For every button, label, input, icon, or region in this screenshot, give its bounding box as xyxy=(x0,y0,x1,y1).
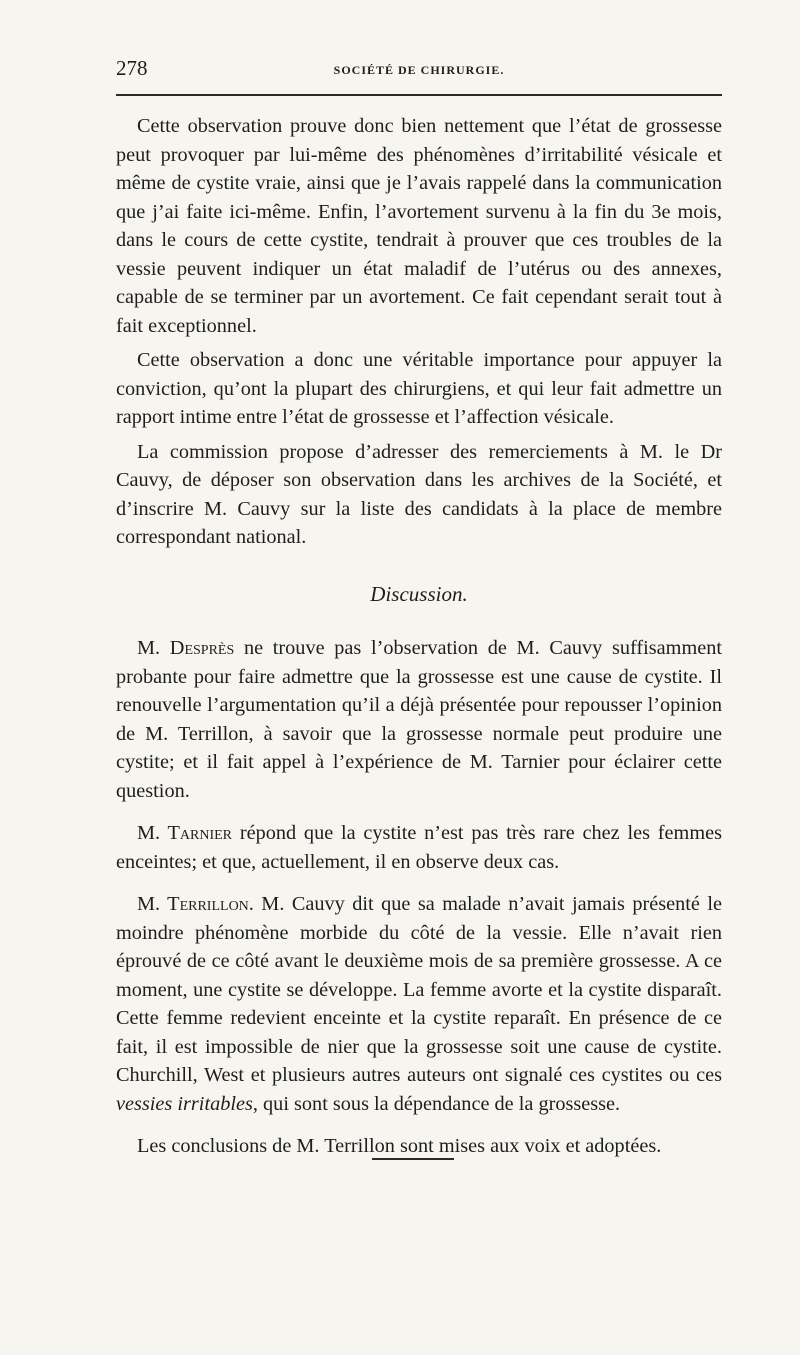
section-heading: Discussion. xyxy=(370,581,468,606)
paragraph: Cette observation prouve donc bien nettement que l’état de grossesse peut provoquer par lui-même des phénomènes d’irritabilité vésicale et même de cystite vraie, ainsi que je l’avais rappelé dans la communication que j’ai faite ici-même. Enfin, l’avortement survenu à la fin du 3e mois, dans le cours de cette cystite, tendrait à prouver que ces troubles de la vessie peuvent indiquer un état maladif de l’utérus ou des annexes, capable de se terminer par un avortement. Ce fait cependant serait tout à fait exceptionnel. xyxy=(116,115,722,337)
discussion-paragraph xyxy=(116,890,722,1118)
paragraph: La commission propose d’adresser des remerciements à M. le Dr Cauvy, de déposer son observation dans les archives de la Société, et d’inscrire M. Cauvy sur la liste des candidats à la place de membre correspondant national. xyxy=(116,440,722,548)
page-body xyxy=(116,112,722,1175)
discussion-text: ne trouve pas l’observation de M. Cauvy suffisamment probante pour faire admettre que la grossesse est une cause de cystite. Il renouvelle l’argumentation qu’il a déjà présentée pour repousser l’opinion de M. Terrillon, à savoir que la grossesse normale peut produire une cystite; et il fait appel à l’expérience de M. Tarnier pour éclairer cette question. xyxy=(116,637,723,802)
speaker-name: M. Tarnier xyxy=(137,822,233,844)
running-title: SOCIÉTÉ DE CHIRURGIE. xyxy=(333,63,505,77)
speaker-name: M. Desprès xyxy=(137,637,235,659)
header-rule xyxy=(116,94,722,96)
discussion-text: M. Cauvy dit que sa malade n’avait jamais présenté le moindre phénomène morbide du côté de la vessie. Elle n’avait rien éprouvé de ce côté avant le deuxième mois de sa première grossesse. A ce moment, une cystite se développe. La femme avorte et la cystite disparaît. Cette femme redevient enceinte et la cystite reparaît. En présence de ce fait, il est impossible de nier que la grossesse soit une cause de cystite. Churchill, West et plusieurs autres auteurs ont signalé ces cystites ou ces xyxy=(116,893,722,1086)
paragraph: Cette observation a donc une véritable importance pour appuyer la conviction, qu’ont la plupart des chirurgiens, et qui leur fait admettre un rapport intime entre l’état de grossesse et l’affection vésicale. xyxy=(116,349,722,428)
discussion xyxy=(116,634,722,1161)
speaker-name: M. Terrillon. xyxy=(137,893,254,915)
discussion-text: répond que la cystite n’est pas très rare chez les femmes enceintes; et que, actuellement, il en observe deux cas. xyxy=(116,822,722,873)
discussion-paragraph xyxy=(116,634,722,805)
italic-term: vessies irritables xyxy=(116,1092,253,1115)
discussion-text-end: , qui sont sous la dépendance de la grossesse. xyxy=(252,1092,621,1115)
end-rule xyxy=(372,1158,454,1160)
discussion-paragraph xyxy=(116,819,722,876)
page-number: 278 xyxy=(116,56,148,80)
conclusion-paragraph: Les conclusions de M. Terrillon sont mises aux voix et adoptées. xyxy=(137,1135,662,1157)
